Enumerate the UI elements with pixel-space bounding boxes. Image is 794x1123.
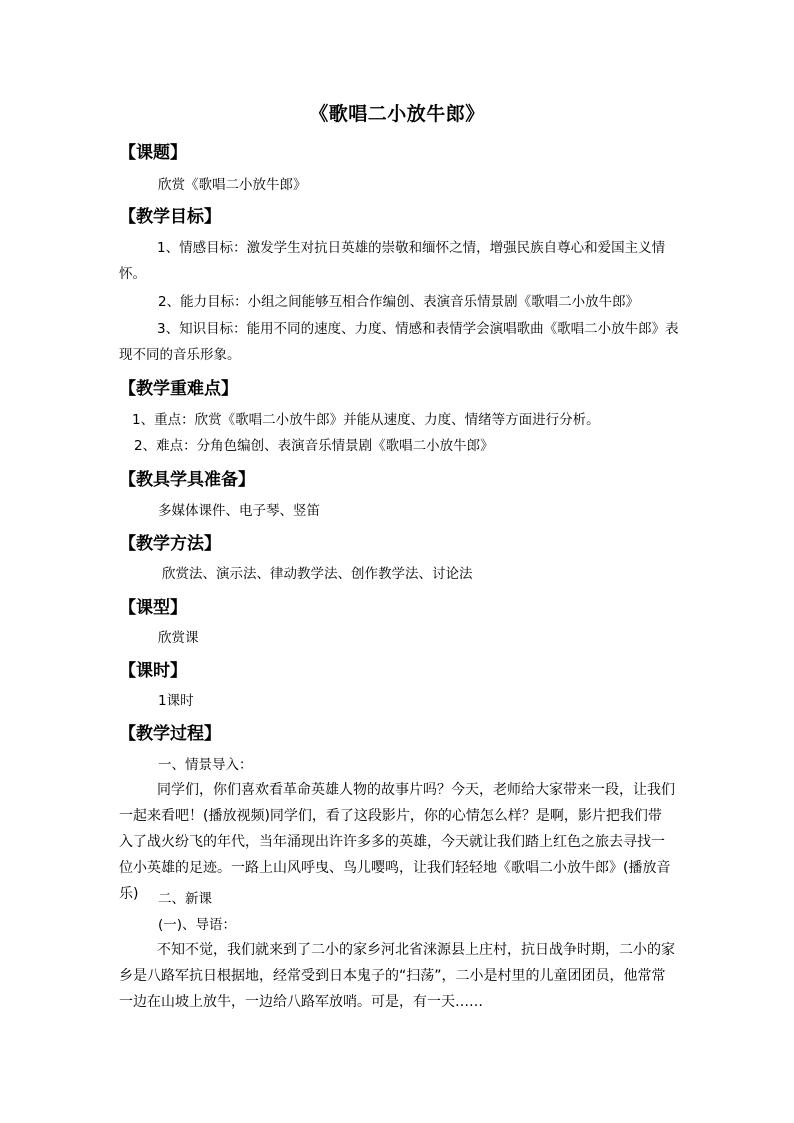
goal-3: 3、知识目标：能用不同的速度、力度、情感和表情学会演唱歌曲《歌唱二小放牛郎》表现不同的音乐形象。 xyxy=(119,321,679,363)
type-text: 欣赏课 xyxy=(158,630,199,646)
materials-heading: 【教具学具准备】 xyxy=(119,470,255,490)
page-title: 《歌唱二小放牛郎》 xyxy=(309,103,485,125)
materials-text: 多媒体课件、电子琴、竖笛 xyxy=(158,503,320,519)
goals-heading: 【教学目标】 xyxy=(119,207,221,227)
type-heading: 【课型】 xyxy=(119,598,187,618)
process-intro-label: 一、情景导入： xyxy=(158,757,253,773)
goal-2: 2、能力目标：小组之间能够互相合作编创、表演音乐情景剧《歌唱二小放牛郎》 xyxy=(158,294,640,310)
methods-heading: 【教学方法】 xyxy=(119,534,221,554)
hours-heading: 【课时】 xyxy=(119,661,187,681)
keypoint-1: 1、重点：欣赏《歌唱二小放牛郎》并能从速度、力度、情绪等方面进行分析。 xyxy=(132,412,600,428)
hours-text: 1课时 xyxy=(158,693,194,709)
methods-text: 欣赏法、演示法、律动教学法、创作教学法、讨论法 xyxy=(162,566,473,582)
new-lesson-label: 二、新课 xyxy=(158,891,212,907)
topic-text: 欣赏《歌唱二小放牛郎》 xyxy=(158,177,307,193)
guide-label: (一)、导语： xyxy=(158,917,237,933)
goal-1: 1、情感目标：激发学生对抗日英雄的崇敬和缅怀之情，增强民族自尊心和爱国主义情怀。 xyxy=(119,240,666,282)
keypoints-heading: 【教学重难点】 xyxy=(119,379,238,399)
process-heading: 【教学过程】 xyxy=(119,724,221,744)
process-intro-text: 同学们，你们喜欢看革命英雄人物的故事片吗？今天，老师给大家带来一段，让我们一起来看吧！(播放视频)同学们，看了这段影片，你的心情怎么样？是啊，影片把我们带入了战火纷飞的年代，当年涌现出许许多多的英雄，今天就让我们踏上红色之旅去寻找一位小英雄的足迹。一路上山风呼曳、鸟儿嘤鸣，让我们轻轻地《歌唱二小放牛郎》(播放音乐) xyxy=(119,782,675,902)
guide-text: 不知不觉，我们就来到了二小的家乡河北省涞源县上庄村，抗日战争时期，二小的家乡是八路军抗日根据地，经常受到日本鬼子的“扫荡”，二小是村里的儿童团团员，他常常一边在山坡上放牛，一边给八路军放哨。可是，有一天…… xyxy=(119,942,675,1010)
keypoint-2: 2、难点：分角色编创、表演音乐情景剧《歌唱二小放牛郎》 xyxy=(134,438,494,454)
topic-heading: 【课题】 xyxy=(119,143,187,163)
